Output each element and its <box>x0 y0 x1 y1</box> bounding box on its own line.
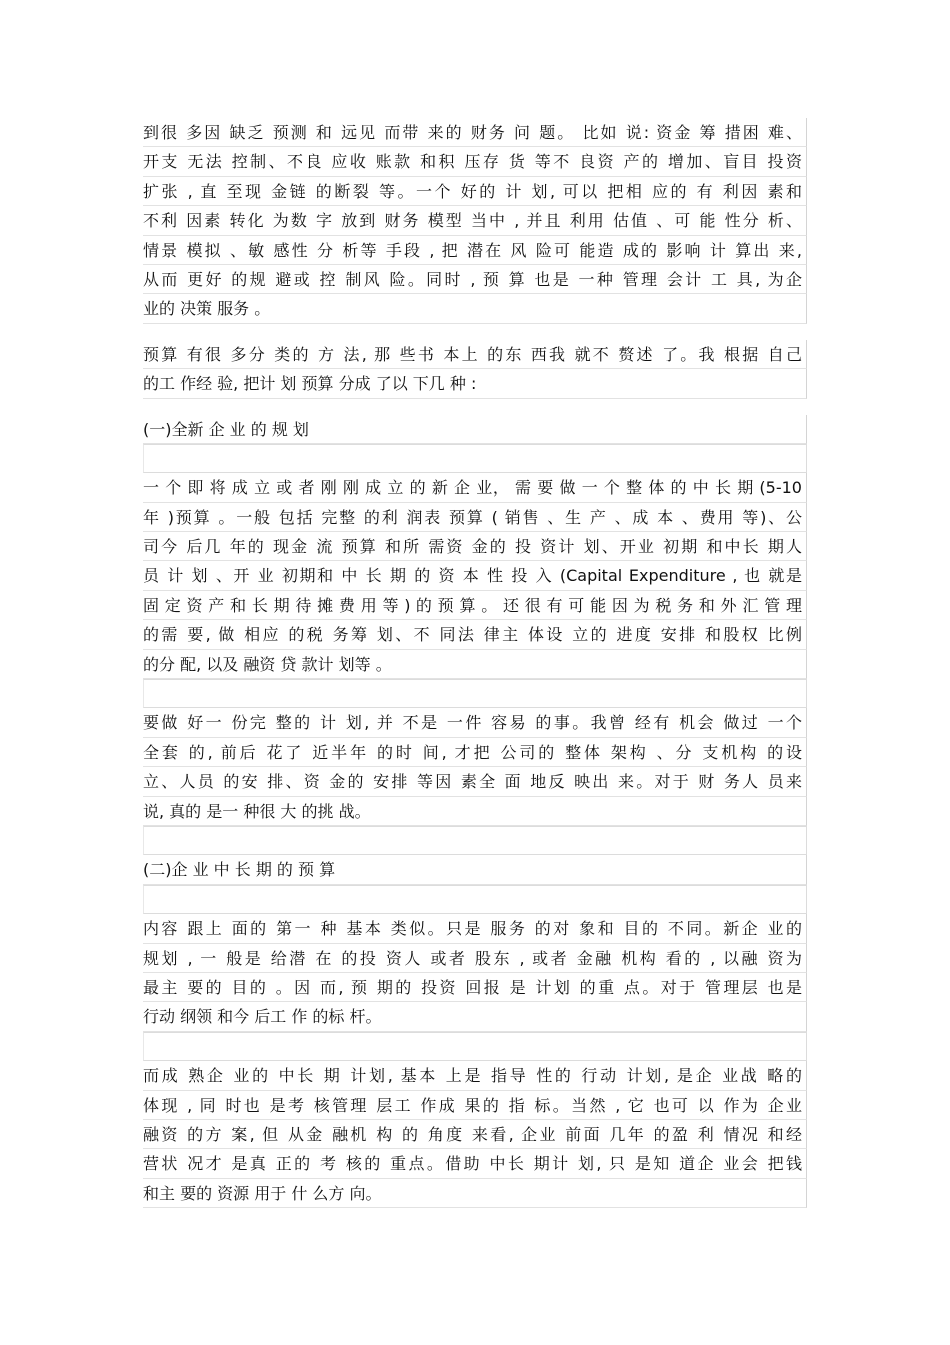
text-line: 要做 好一 份完 整的 计 划, 并 不是 一件 容易 的事。我曾 经有 机会 做过 一个 <box>143 708 807 737</box>
document-body <box>143 118 807 1208</box>
empty-line <box>143 444 807 473</box>
text-line: 的需 要, 做 相应 的税 务筹 划、不 同法 律主 体设 立的 进度 安排 和股权 比例 <box>143 620 807 649</box>
paragraph-budget-types <box>143 340 807 399</box>
text-line: 说, 真的 是一 种很 大 的挑 战。 <box>143 797 807 826</box>
paragraph-mature-enterprise <box>143 1061 807 1208</box>
text-line: 情景 模拟 、敏 感性 分 析等 手段 , 把 潜在 风 险可 能造 成的 影响 计 算出 来, <box>143 236 807 265</box>
text-line: 从而 更好 的规 避或 控 制风 险。同时 , 预 算 也是 一种 管理 会计 工 具, 为企 <box>143 265 807 294</box>
empty-line <box>143 826 807 855</box>
text-line: 年 )预算 。一般 包括 完整 的利 润表 预算 ( 销售 、生 产 、成 本 、费用 等)、公 <box>143 503 807 532</box>
text-line: 固 定 资 产 和 长 期 待 摊 费 用 等 ) 的 预 算 。 还 很 有 可 能 因 为 税 务 和 外 汇 管 理 <box>143 591 807 620</box>
text-line: 业的 决策 服务 。 <box>143 294 807 323</box>
text-line: 员 计 划 、开 业 初期和 中 长 期 的 资 本 性 投 入 (Capital Expenditure , 也 就是 <box>143 561 807 590</box>
text-line: 不利 因素 转化 为数 字 放到 财务 模型 当中 , 并且 利用 估值 、可 能 性分 析、 <box>143 206 807 235</box>
text-line: 的工 作经 验, 把计 划 预算 分成 了以 下几 种 : <box>143 369 807 398</box>
text-line: 融资 的方 案, 但 从金 融机 构 的 角度 来看, 企业 前面 几年 的盈 利 情况 和经 <box>143 1120 807 1149</box>
text-line: 扩张 , 直 至现 金链 的断裂 等。一个 好的 计 划, 可以 把相 应的 有 利因 素和 <box>143 177 807 206</box>
text-line: 内容 跟上 面的 第一 种 基本 类似。只是 服务 的对 象和 目的 不同。新企 业的 <box>143 914 807 943</box>
paragraph-gap <box>143 399 807 415</box>
paragraph-forecast-problems <box>143 118 807 324</box>
empty-line <box>143 679 807 708</box>
empty-line <box>143 885 807 914</box>
text-line: 到很 多因 缺乏 预测 和 远见 而带 来的 财务 问 题。 比如 说: 资金 筹 措困 难、 <box>143 118 807 147</box>
text-line: 体现 , 同 时也 是考 核管理 层工 作成 果的 指 标。当然 , 它 也可 以 作为 企业 <box>143 1091 807 1120</box>
text-line: 营状 况才 是真 正的 考 核的 重点。借助 中长 期计 划, 只 是知 道企 业会 把钱 <box>143 1149 807 1178</box>
paragraph-complete-plan <box>143 708 807 855</box>
text-line: 和主 要的 资源 用于 什 么方 向。 <box>143 1179 807 1208</box>
section-heading: (一)全新 企 业 的 规 划 <box>143 415 807 444</box>
text-line: 一 个 即 将 成 立 或 者 刚 刚 成 立 的 新 企 业， 需 要 做 一 个 整 体 的 中 长 期 (5-10 <box>143 473 807 502</box>
empty-line <box>143 1032 807 1061</box>
section-heading-new-enterprise <box>143 415 807 474</box>
paragraph-mid-long-term-content <box>143 914 807 1061</box>
text-line: 的分 配, 以及 融资 贷 款计 划等 。 <box>143 650 807 679</box>
paragraph-new-enterprise-plan <box>143 473 807 708</box>
text-line: 立、人员 的安 排、资 金的 安排 等因 素全 面 地反 映出 来。对于 财 务人 员来 <box>143 767 807 796</box>
section-heading-mid-long-term <box>143 855 807 914</box>
text-line: 规划 , 一 般是 给潜 在 的投 资人 或者 股东 , 或者 金融 机构 看的 , 以融 资为 <box>143 944 807 973</box>
text-line: 预算 有很 多分 类的 方 法, 那 些书 本上 的东 西我 就不 赘述 了。我 根据 自己 <box>143 340 807 369</box>
section-heading: (二)企 业 中 长 期 的 预 算 <box>143 855 807 884</box>
text-line: 全套 的, 前后 花了 近半年 的时 间, 才把 公司的 整体 架构 、分 支机构 的设 <box>143 738 807 767</box>
text-line: 开支 无法 控制、不良 应收 账款 和积 压存 货 等不 良资 产的 增加、盲目 投资 <box>143 147 807 176</box>
text-line: 行动 纲领 和今 后工 作 的标 杆。 <box>143 1002 807 1031</box>
text-line: 而成 熟企 业的 中长 期 计划, 基本 上是 指导 性的 行动 计划, 是企 业战 略的 <box>143 1061 807 1090</box>
text-line: 最主 要的 目的 。因 而, 预 期的 投资 回报 是 计划 的重 点。对于 管理层 也是 <box>143 973 807 1002</box>
paragraph-gap <box>143 324 807 340</box>
text-line: 司今 后几 年的 现金 流 预算 和所 需资 金的 投 资计 划、开业 初期 和中长 期人 <box>143 532 807 561</box>
